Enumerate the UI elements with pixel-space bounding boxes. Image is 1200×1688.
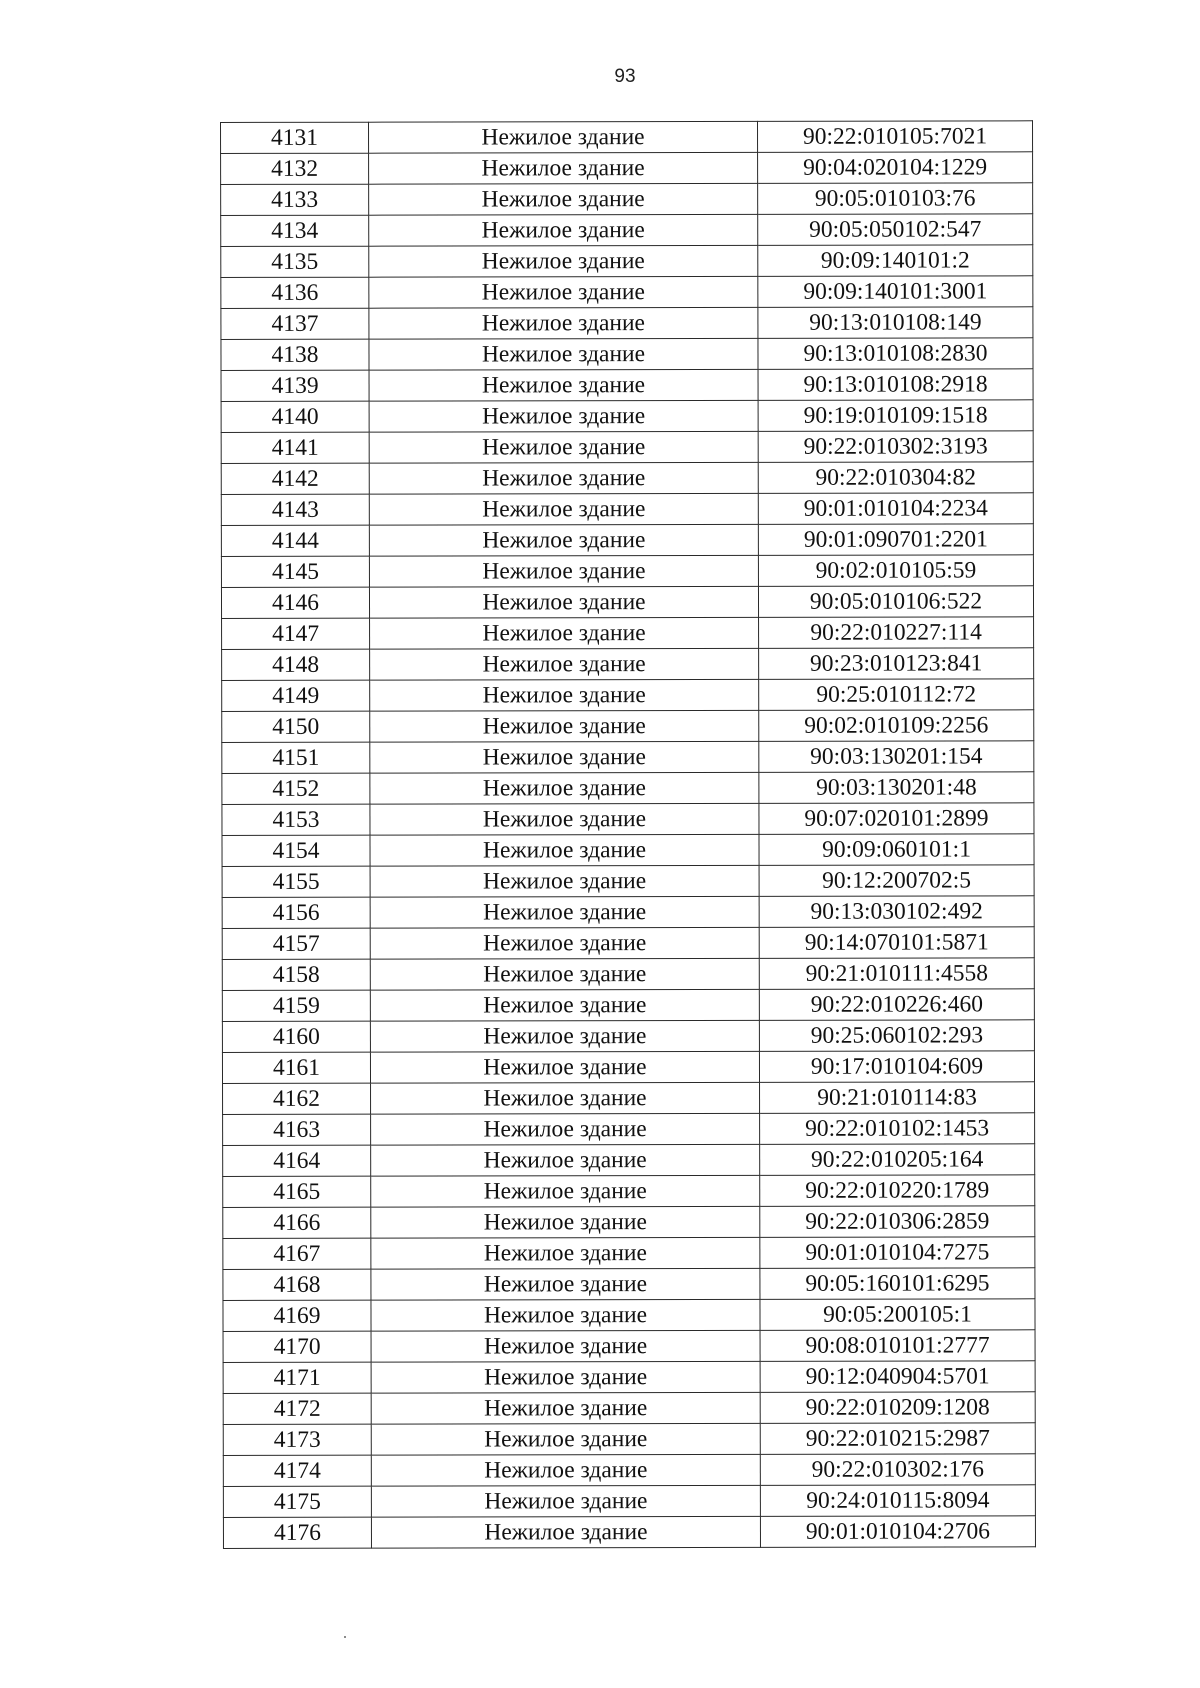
row-number-cell: 4171: [223, 1362, 371, 1393]
table-row: [223, 1082, 1035, 1115]
registry-table: [220, 120, 1036, 1549]
object-type-cell: Нежилое здание: [370, 927, 759, 959]
object-type-cell: Нежилое здание: [371, 1237, 760, 1269]
object-type-cell: Нежилое здание: [371, 1082, 760, 1114]
object-type-cell: Нежилое здание: [369, 400, 758, 432]
table-row: [221, 555, 1033, 588]
cadastral-number-cell: 90:08:010101:2777: [760, 1330, 1035, 1362]
table-row: [221, 524, 1033, 557]
row-number-cell: 4169: [223, 1300, 371, 1331]
cadastral-number-cell: 90:22:010215:2987: [760, 1423, 1035, 1455]
cadastral-number-cell: 90:05:010106:522: [758, 586, 1033, 618]
cadastral-number-cell: 90:22:010220:1789: [760, 1175, 1035, 1207]
object-type-cell: Нежилое здание: [369, 493, 758, 525]
table-row: [222, 927, 1034, 960]
cadastral-number-cell: 90:24:010115:8094: [760, 1485, 1035, 1517]
object-type-cell: Нежилое здание: [370, 648, 759, 680]
table-row: [222, 679, 1034, 712]
row-number-cell: 4142: [221, 463, 369, 494]
table-row: [223, 1175, 1035, 1208]
row-number-cell: 4168: [223, 1269, 371, 1300]
cadastral-number-cell: 90:22:010226:460: [759, 989, 1034, 1021]
table-row: [222, 803, 1034, 836]
row-number-cell: 4162: [223, 1083, 371, 1114]
table-row: [221, 338, 1033, 371]
table-row: [222, 1051, 1034, 1084]
table-row: [221, 369, 1033, 402]
row-number-cell: 4136: [221, 277, 369, 308]
cadastral-number-cell: 90:14:070101:5871: [759, 927, 1034, 959]
cadastral-number-cell: 90:09:140101:3001: [758, 276, 1033, 308]
object-type-cell: Нежилое здание: [370, 1020, 759, 1052]
object-type-cell: Нежилое здание: [371, 1206, 760, 1238]
row-number-cell: 4133: [221, 184, 369, 215]
row-number-cell: 4150: [222, 711, 370, 742]
object-type-cell: Нежилое здание: [369, 586, 758, 618]
table-row: [222, 710, 1034, 743]
cadastral-number-cell: 90:22:010306:2859: [760, 1206, 1035, 1238]
cadastral-number-cell: 90:21:010111:4558: [759, 958, 1034, 990]
object-type-cell: Нежилое здание: [369, 245, 758, 277]
cadastral-number-cell: 90:12:200702:5: [759, 865, 1034, 897]
cadastral-number-cell: 90:05:010103:76: [758, 183, 1033, 215]
cadastral-number-cell: 90:22:010302:176: [760, 1454, 1035, 1486]
object-type-cell: Нежилое здание: [370, 741, 759, 773]
row-number-cell: 4159: [222, 990, 370, 1021]
table-row: [222, 1020, 1034, 1053]
table-row: [221, 431, 1033, 464]
object-type-cell: Нежилое здание: [370, 772, 759, 804]
table-row: [223, 1299, 1035, 1332]
row-number-cell: 4140: [221, 401, 369, 432]
row-number-cell: 4139: [221, 370, 369, 401]
table-row: [221, 400, 1033, 433]
cadastral-number-cell: 90:03:130201:154: [759, 741, 1034, 773]
table-row: [222, 741, 1034, 774]
row-number-cell: 4172: [223, 1393, 371, 1424]
row-number-cell: 4154: [222, 835, 370, 866]
object-type-cell: Нежилое здание: [370, 896, 759, 928]
cadastral-number-cell: 90:05:200105:1: [760, 1299, 1035, 1331]
cadastral-number-cell: 90:23:010123:841: [759, 648, 1034, 680]
cadastral-number-cell: 90:07:020101:2899: [759, 803, 1034, 835]
cadastral-number-cell: 90:05:050102:547: [758, 214, 1033, 246]
cadastral-number-cell: 90:13:010108:2918: [758, 369, 1033, 401]
table-row: [223, 1485, 1035, 1518]
row-number-cell: 4173: [223, 1424, 371, 1455]
row-number-cell: 4160: [222, 1021, 370, 1052]
cadastral-number-cell: 90:12:040904:5701: [760, 1361, 1035, 1393]
table-row: [221, 183, 1033, 216]
table-row: [221, 586, 1033, 619]
row-number-cell: 4156: [222, 897, 370, 928]
table-row: [223, 1454, 1035, 1487]
table-row: [222, 834, 1034, 867]
table-row: [221, 307, 1033, 340]
cadastral-number-cell: 90:22:010209:1208: [760, 1392, 1035, 1424]
object-type-cell: Нежилое здание: [370, 958, 759, 990]
object-type-cell: Нежилое здание: [369, 338, 758, 370]
table-row: [221, 462, 1033, 495]
cadastral-number-cell: 90:01:010104:2706: [760, 1516, 1035, 1548]
row-number-cell: 4132: [221, 153, 369, 184]
table-row: [221, 276, 1033, 309]
table-row: [222, 865, 1034, 898]
table-row: [223, 1237, 1035, 1270]
row-number-cell: 4158: [222, 959, 370, 990]
row-number-cell: 4175: [223, 1486, 371, 1517]
cadastral-number-cell: 90:25:010112:72: [759, 679, 1034, 711]
table-row: [223, 1206, 1035, 1239]
row-number-cell: 4135: [221, 246, 369, 277]
row-number-cell: 4164: [223, 1145, 371, 1176]
table-row: [223, 1268, 1035, 1301]
object-type-cell: Нежилое здание: [371, 1299, 760, 1331]
row-number-cell: 4166: [223, 1207, 371, 1238]
object-type-cell: Нежилое здание: [370, 834, 759, 866]
table-row: [223, 1516, 1035, 1549]
row-number-cell: 4165: [223, 1176, 371, 1207]
table-row: [222, 958, 1034, 991]
object-type-cell: Нежилое здание: [371, 1175, 760, 1207]
cadastral-number-cell: 90:21:010114:83: [760, 1082, 1035, 1114]
table-row: [223, 1423, 1035, 1456]
object-type-cell: Нежилое здание: [371, 1113, 760, 1145]
row-number-cell: 4138: [221, 339, 369, 370]
object-type-cell: Нежилое здание: [370, 617, 759, 649]
object-type-cell: Нежилое здание: [370, 865, 759, 897]
cadastral-number-cell: 90:01:010104:2234: [758, 493, 1033, 525]
cadastral-number-cell: 90:22:010105:7021: [757, 121, 1032, 153]
table-row: [221, 245, 1033, 278]
object-type-cell: Нежилое здание: [369, 183, 758, 215]
object-type-cell: Нежилое здание: [371, 1361, 760, 1393]
cadastral-number-cell: 90:19:010109:1518: [758, 400, 1033, 432]
cadastral-number-cell: 90:22:010227:114: [759, 617, 1034, 649]
table-row: [222, 617, 1034, 650]
table-row: [223, 1330, 1035, 1363]
cadastral-number-cell: 90:05:160101:6295: [760, 1268, 1035, 1300]
cadastral-number-cell: 90:04:020104:1229: [758, 152, 1033, 184]
cadastral-number-cell: 90:01:090701:2201: [758, 524, 1033, 556]
object-type-cell: Нежилое здание: [370, 803, 759, 835]
object-type-cell: Нежилое здание: [369, 369, 758, 401]
table-row: [222, 896, 1034, 929]
object-type-cell: Нежилое здание: [371, 1485, 760, 1517]
object-type-cell: Нежилое здание: [370, 989, 759, 1021]
table-row: [222, 772, 1034, 805]
cadastral-number-cell: 90:22:010302:3193: [758, 431, 1033, 463]
table-row: [221, 493, 1033, 526]
object-type-cell: Нежилое здание: [371, 1144, 760, 1176]
object-type-cell: Нежилое здание: [369, 524, 758, 556]
table-row: [221, 152, 1033, 185]
row-number-cell: 4170: [223, 1331, 371, 1362]
table-row: [221, 121, 1033, 154]
cadastral-number-cell: 90:09:060101:1: [759, 834, 1034, 866]
object-type-cell: Нежилое здание: [369, 214, 758, 246]
cadastral-number-cell: 90:13:010108:2830: [758, 338, 1033, 370]
object-type-cell: Нежилое здание: [369, 121, 758, 153]
row-number-cell: 4146: [221, 587, 369, 618]
table-row: [221, 214, 1033, 247]
object-type-cell: Нежилое здание: [371, 1454, 760, 1486]
object-type-cell: Нежилое здание: [369, 307, 758, 339]
table-row: [223, 1113, 1035, 1146]
cadastral-number-cell: 90:09:140101:2: [758, 245, 1033, 277]
cadastral-number-cell: 90:22:010304:82: [758, 462, 1033, 494]
row-number-cell: 4163: [223, 1114, 371, 1145]
table-body: [221, 121, 1036, 1549]
scan-speck: [344, 1636, 346, 1638]
object-type-cell: Нежилое здание: [371, 1330, 760, 1362]
object-type-cell: Нежилое здание: [371, 1268, 760, 1300]
row-number-cell: 4131: [221, 122, 369, 153]
row-number-cell: 4153: [222, 804, 370, 835]
object-type-cell: Нежилое здание: [371, 1392, 760, 1424]
row-number-cell: 4174: [223, 1455, 371, 1486]
object-type-cell: Нежилое здание: [370, 710, 759, 742]
cadastral-number-cell: 90:03:130201:48: [759, 772, 1034, 804]
table-row: [222, 989, 1034, 1022]
object-type-cell: Нежилое здание: [371, 1423, 760, 1455]
table-row: [223, 1392, 1035, 1425]
row-number-cell: 4152: [222, 773, 370, 804]
object-type-cell: Нежилое здание: [371, 1516, 760, 1548]
object-type-cell: Нежилое здание: [369, 555, 758, 587]
object-type-cell: Нежилое здание: [369, 276, 758, 308]
row-number-cell: 4149: [222, 680, 370, 711]
row-number-cell: 4155: [222, 866, 370, 897]
row-number-cell: 4134: [221, 215, 369, 246]
cadastral-number-cell: 90:13:010108:149: [758, 307, 1033, 339]
row-number-cell: 4145: [221, 556, 369, 587]
row-number-cell: 4167: [223, 1238, 371, 1269]
row-number-cell: 4148: [222, 649, 370, 680]
object-type-cell: Нежилое здание: [369, 152, 758, 184]
cadastral-number-cell: 90:02:010109:2256: [759, 710, 1034, 742]
table-row: [223, 1361, 1035, 1394]
cadastral-number-cell: 90:25:060102:293: [759, 1020, 1034, 1052]
row-number-cell: 4147: [222, 618, 370, 649]
cadastral-number-cell: 90:02:010105:59: [758, 555, 1033, 587]
cadastral-number-cell: 90:01:010104:7275: [760, 1237, 1035, 1269]
row-number-cell: 4161: [222, 1052, 370, 1083]
table-row: [222, 648, 1034, 681]
object-type-cell: Нежилое здание: [370, 679, 759, 711]
object-type-cell: Нежилое здание: [370, 1051, 759, 1083]
object-type-cell: Нежилое здание: [369, 431, 758, 463]
row-number-cell: 4144: [221, 525, 369, 556]
object-type-cell: Нежилое здание: [369, 462, 758, 494]
row-number-cell: 4151: [222, 742, 370, 773]
row-number-cell: 4176: [223, 1517, 371, 1548]
page-number: 93: [614, 66, 636, 87]
cadastral-number-cell: 90:13:030102:492: [759, 896, 1034, 928]
row-number-cell: 4143: [221, 494, 369, 525]
row-number-cell: 4137: [221, 308, 369, 339]
row-number-cell: 4141: [221, 432, 369, 463]
row-number-cell: 4157: [222, 928, 370, 959]
cadastral-number-cell: 90:22:010102:1453: [760, 1113, 1035, 1145]
table-row: [223, 1144, 1035, 1177]
cadastral-number-cell: 90:17:010104:609: [759, 1051, 1034, 1083]
cadastral-number-cell: 90:22:010205:164: [760, 1144, 1035, 1176]
